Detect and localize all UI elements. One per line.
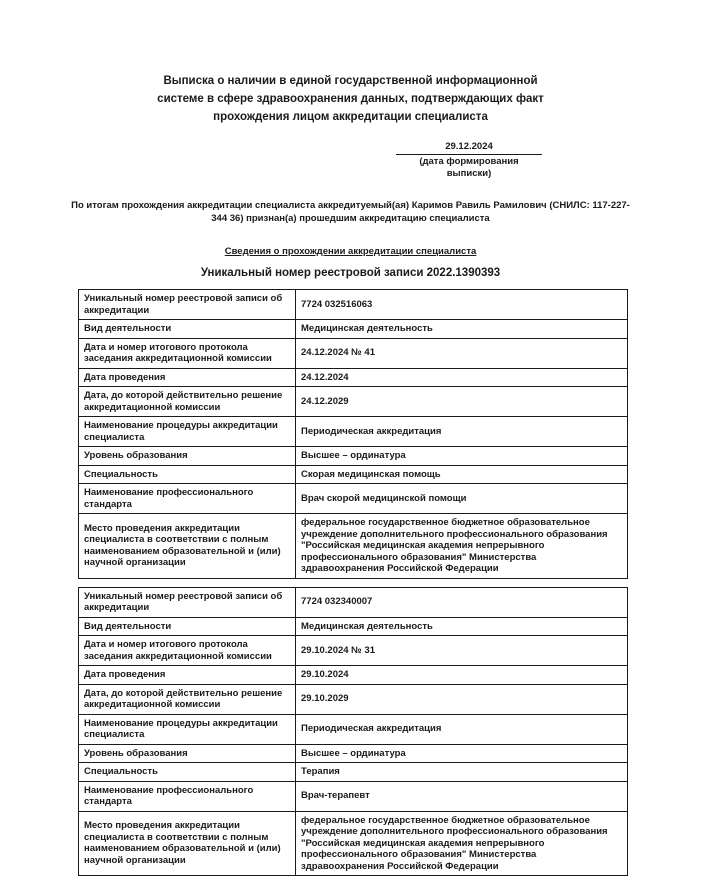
row-value: Периодическая аккредитация bbox=[296, 714, 628, 744]
row-label: Дата проведения bbox=[79, 368, 296, 387]
row-label: Вид деятельности bbox=[79, 617, 296, 636]
row-label: Уникальный номер реестровой записи об аккредитации bbox=[79, 587, 296, 617]
extract-date-block bbox=[396, 141, 542, 180]
document-title bbox=[0, 0, 701, 126]
table-row bbox=[79, 781, 628, 811]
row-value: Врач-терапевт bbox=[296, 781, 628, 811]
row-label: Дата, до которой действительно решение аккредитационной комиссии bbox=[79, 684, 296, 714]
row-label: Уровень образования bbox=[79, 447, 296, 466]
row-label: Дата проведения bbox=[79, 666, 296, 685]
row-value: 7724 032516063 bbox=[296, 290, 628, 320]
extract-date-caption: (дата формирования выписки) bbox=[419, 156, 519, 179]
row-value: Периодическая аккредитация bbox=[296, 417, 628, 447]
table-row bbox=[79, 714, 628, 744]
row-value: федеральное государственное бюджетное образовательное учреждение дополнительного профессионального образования "Российская медицинская академия непрерывного профессионального образования" Министерства здравоохранения Российской Федерации bbox=[296, 811, 628, 876]
row-value: 24.12.2029 bbox=[296, 387, 628, 417]
title-line-2: системе в сфере здравоохранения данных, подтверждающих факт bbox=[157, 93, 544, 105]
table-row bbox=[79, 447, 628, 466]
accreditation-table-2 bbox=[78, 587, 628, 877]
row-value: Скорая медицинская помощь bbox=[296, 465, 628, 484]
title-line-3: прохождения лицом аккредитации специалиста bbox=[213, 111, 488, 123]
table-row bbox=[79, 684, 628, 714]
table-row bbox=[79, 320, 628, 339]
row-label: Дата и номер итогового протокола заседания аккредитационной комиссии bbox=[79, 338, 296, 368]
row-label: Специальность bbox=[79, 763, 296, 782]
row-label: Уровень образования bbox=[79, 744, 296, 763]
extract-date: 29.12.2024 bbox=[396, 141, 542, 155]
row-label: Место проведения аккредитации специалиста в соответствии с полным наименованием образовательной и (или) научной организации bbox=[79, 811, 296, 876]
row-value: 7724 032340007 bbox=[296, 587, 628, 617]
row-label: Наименование процедуры аккредитации специалиста bbox=[79, 714, 296, 744]
accreditation-table-1 bbox=[78, 289, 628, 579]
table-row bbox=[79, 290, 628, 320]
section-heading: Сведения о прохождении аккредитации специалиста bbox=[224, 246, 477, 257]
row-label: Уникальный номер реестровой записи об аккредитации bbox=[79, 290, 296, 320]
row-label: Место проведения аккредитации специалиста в соответствии с полным наименованием образовательной и (или) научной организации bbox=[79, 514, 296, 579]
row-value: Врач скорой медицинской помощи bbox=[296, 484, 628, 514]
table-row bbox=[79, 763, 628, 782]
table-row bbox=[79, 338, 628, 368]
table-row bbox=[79, 484, 628, 514]
row-value: Терапия bbox=[296, 763, 628, 782]
row-label: Наименование профессионального стандарта bbox=[79, 484, 296, 514]
table-row bbox=[79, 744, 628, 763]
row-value: 29.10.2024 № 31 bbox=[296, 636, 628, 666]
intro-paragraph: По итогам прохождения аккредитации специалиста аккредитуемый(ая) Каримов Равиль Рамилович (СНИЛС: 117-227-344 36) признан(а) прошедшим аккредитацию специалиста bbox=[71, 200, 630, 224]
table-row bbox=[79, 417, 628, 447]
row-value: федеральное государственное бюджетное образовательное учреждение дополнительного профессионального образования "Российская медицинская академия непрерывного профессионального образования" Министерства здравоохранения Российской Федерации bbox=[296, 514, 628, 579]
row-label: Специальность bbox=[79, 465, 296, 484]
table-row bbox=[79, 387, 628, 417]
row-label: Вид деятельности bbox=[79, 320, 296, 339]
table-row bbox=[79, 617, 628, 636]
row-value: Высшее – ординатура bbox=[296, 744, 628, 763]
table-row bbox=[79, 514, 628, 579]
row-label: Наименование профессионального стандарта bbox=[79, 781, 296, 811]
title-line-1: Выписка о наличии в единой государственной информационной bbox=[163, 75, 538, 87]
row-value: 24.12.2024 bbox=[296, 368, 628, 387]
row-value: Медицинская деятельность bbox=[296, 617, 628, 636]
row-value: 29.10.2029 bbox=[296, 684, 628, 714]
row-value: Медицинская деятельность bbox=[296, 320, 628, 339]
table-row bbox=[79, 666, 628, 685]
row-label: Дата и номер итогового протокола заседания аккредитационной комиссии bbox=[79, 636, 296, 666]
table-row bbox=[79, 587, 628, 617]
table-row bbox=[79, 811, 628, 876]
row-label: Дата, до которой действительно решение аккредитационной комиссии bbox=[79, 387, 296, 417]
row-value: 29.10.2024 bbox=[296, 666, 628, 685]
row-value: 24.12.2024 № 41 bbox=[296, 338, 628, 368]
table-row bbox=[79, 465, 628, 484]
row-label: Наименование процедуры аккредитации специалиста bbox=[79, 417, 296, 447]
table-row bbox=[79, 636, 628, 666]
record-number-heading: Уникальный номер реестровой записи 2022.1390393 bbox=[200, 267, 501, 279]
table-row bbox=[79, 368, 628, 387]
row-value: Высшее – ординатура bbox=[296, 447, 628, 466]
